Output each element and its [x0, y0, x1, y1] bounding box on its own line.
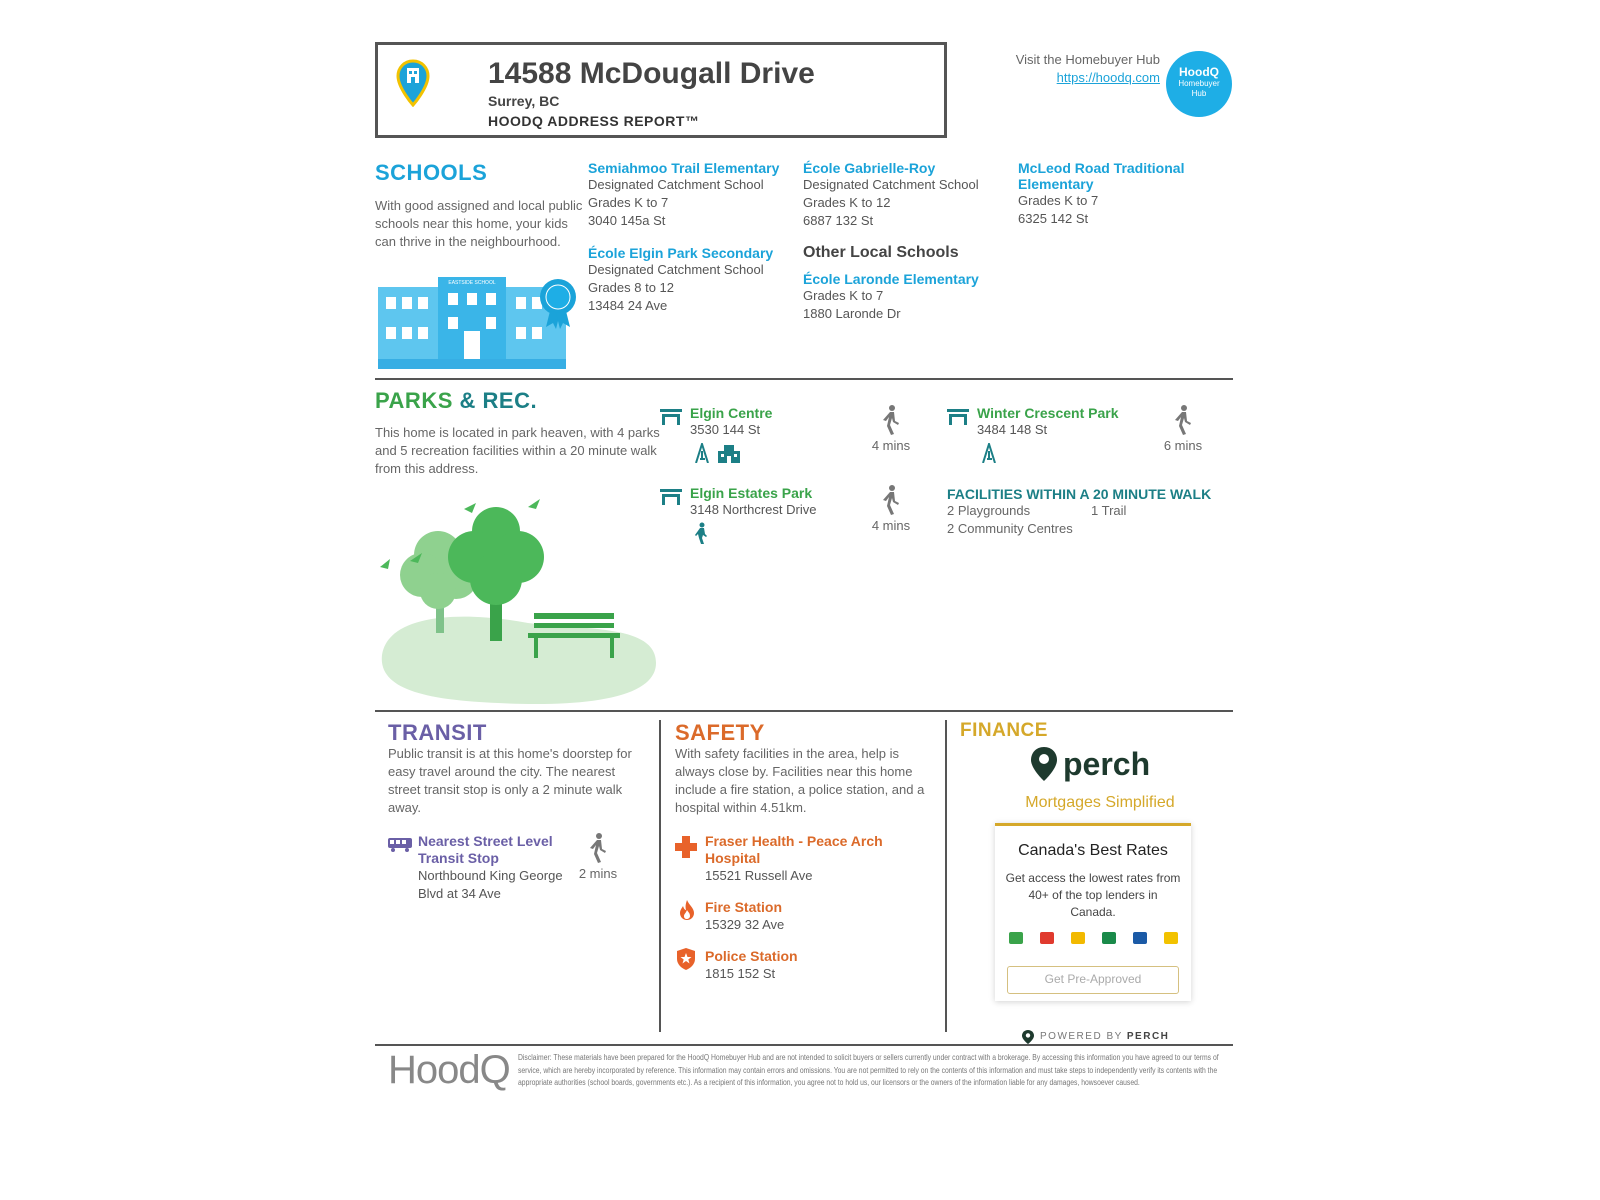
hospital-name[interactable]: Fraser Health - Peace Arch Hospital — [705, 833, 883, 866]
scotiabank-logo-icon — [1040, 932, 1054, 944]
walk-icon — [881, 405, 901, 435]
hub-badge-line1: HoodQ — [1179, 65, 1219, 79]
school-grades: Grades K to 12 — [803, 195, 891, 210]
finance-title: FINANCE — [960, 720, 1048, 741]
disclaimer: Disclaimer: These materials have been prepared for the HoodQ Homebuyer Hub and are not intended to solicit buyers or sellers currently under contract with a brokerage. By accessing this information you have agreed to our terms of service, which are hereby incorporated by reference. This information may contain errors and omissions. You are not permitted to rely on the contents of this information and must take steps to independently verify its contents with the appropriate authorities (school boards, governments etc.). As a recipient of this information, you agree not to hold us, our licensors or the owners of the information liable for any damages, howsoever caused. — [518, 1053, 1219, 1087]
bench-icon — [947, 409, 969, 425]
park-address: 3148 Northcrest Drive — [690, 502, 817, 517]
park-card — [977, 405, 1157, 439]
park-address: 3530 144 St — [690, 422, 761, 437]
hospital-address: 15521 Russell Ave — [705, 868, 813, 883]
safety-description: With safety facilities in the area, help is always close by. Facilities near this home include a fire station, a police station, and a hospital within 4.51km. — [675, 746, 925, 815]
cibc-logo-icon — [1071, 932, 1085, 944]
school-name[interactable]: Semiahmoo Trail Elementary — [588, 160, 780, 176]
city: Surrey, BC — [488, 93, 560, 109]
powered-by-label: POWERED BY — [1040, 1031, 1127, 1042]
column-divider — [659, 720, 661, 1032]
school-card — [803, 271, 1003, 323]
rates-card — [995, 823, 1191, 1001]
facility-item: 2 Community Centres — [947, 521, 1073, 536]
fire-station-name[interactable]: Fire Station — [705, 899, 783, 915]
location-pin-icon — [396, 59, 430, 107]
homebuyer-hub-badge[interactable] — [1166, 51, 1232, 117]
park-address: 3484 148 St — [977, 422, 1048, 437]
perch-small-pin-icon — [1022, 1030, 1034, 1044]
police-station-name[interactable]: Police Station — [705, 948, 798, 964]
td-bank-logo-icon — [1009, 932, 1023, 944]
parks-title-b: & REC. — [452, 388, 538, 413]
school-address: 1880 Laronde Dr — [803, 306, 901, 321]
bmo-logo-icon — [1133, 932, 1147, 944]
schools-title: SCHOOLS — [375, 160, 488, 185]
bench-icon — [660, 489, 682, 505]
park-card — [690, 405, 870, 439]
school-address: 6325 142 St — [1018, 211, 1089, 226]
hub-text: Visit the Homebuyer Hub — [1015, 52, 1160, 67]
school-address: 13484 24 Ave — [588, 298, 668, 313]
walk-time: 6 mins — [1163, 438, 1203, 453]
perch-pin-icon — [1031, 747, 1057, 781]
police-station-address: 1815 152 St — [705, 966, 776, 981]
school-name[interactable]: McLeod Road Traditional Elementary — [1018, 160, 1185, 192]
get-pre-approved-button[interactable]: Get Pre-Approved — [1007, 966, 1179, 994]
hub-badge-line2: Homebuyer — [1178, 79, 1220, 88]
section-divider — [375, 1044, 1233, 1046]
parks-title — [375, 388, 537, 414]
walk-time: 4 mins — [871, 438, 911, 453]
perch-tagline: Mortgages Simplified — [1025, 794, 1175, 811]
address-header — [375, 42, 947, 138]
police-badge-icon — [677, 948, 695, 970]
school-name[interactable]: École Laronde Elementary — [803, 271, 979, 287]
school-grades: Grades 8 to 12 — [588, 280, 674, 295]
rates-card-title: Canada's Best Rates — [1018, 842, 1168, 859]
transit-stop-address: Northbound King George Blvd at 34 Ave — [418, 868, 563, 901]
transit-description: Public transit is at this home's doorstep for easy travel around the city. The nearest street transit stop is only a 2 minute walk away. — [388, 746, 632, 815]
school-type: Designated Catchment School — [803, 177, 979, 192]
park-illustration — [378, 495, 660, 707]
fire-station-address: 15329 32 Ave — [705, 917, 785, 932]
playground-icon — [694, 443, 710, 463]
rates-card-description: Get access the lowest rates from 40+ of the top lenders in Canada. — [1005, 871, 1181, 919]
eq-bank-logo-icon — [1164, 932, 1178, 944]
safety-title: SAFETY — [675, 720, 765, 745]
school-grades: Grades K to 7 — [803, 288, 884, 303]
powered-by-brand: PERCH — [1126, 1031, 1170, 1042]
school-type: Designated Catchment School — [588, 177, 764, 192]
facilities-title: FACILITIES WITHIN A 20 MINUTE WALK — [947, 486, 1212, 502]
school-address: 3040 145a St — [588, 213, 666, 228]
facility-item: 1 Trail — [1091, 503, 1127, 518]
playground-icon — [981, 443, 997, 463]
street-address: 14588 McDougall Drive — [488, 57, 815, 90]
desjardins-logo-icon — [1102, 932, 1116, 944]
school-type: Designated Catchment School — [588, 262, 764, 277]
hospital-cross-icon — [675, 836, 697, 858]
school-card — [588, 160, 788, 230]
trail-runner-icon — [694, 522, 708, 544]
facility-item: 2 Playgrounds — [947, 503, 1031, 518]
schools-description: With good assigned and local public schools near this home, your kids can thrive in the neighbourhood. — [375, 198, 583, 249]
walk-time: 2 mins — [578, 866, 618, 881]
walk-icon — [881, 485, 901, 515]
walk-icon — [1173, 405, 1193, 435]
school-grades: Grades K to 7 — [588, 195, 669, 210]
park-name[interactable]: Elgin Estates Park — [690, 485, 813, 501]
hub-link[interactable]: https://hoodq.com — [1056, 70, 1160, 85]
perch-logo[interactable]: perch — [1063, 746, 1151, 782]
school-building-sign: EASTSIDE SCHOOL — [448, 280, 496, 286]
bench-icon — [660, 409, 682, 425]
school-card — [588, 245, 788, 315]
school-grades: Grades K to 7 — [1018, 193, 1099, 208]
other-schools-heading: Other Local Schools — [803, 244, 959, 261]
fire-icon — [680, 900, 694, 920]
column-divider — [945, 720, 947, 1032]
report-title: HOODQ ADDRESS REPORT™ — [488, 113, 700, 129]
section-divider — [375, 378, 1233, 380]
powered-by-perch — [1040, 1031, 1169, 1042]
transit-title: TRANSIT — [388, 720, 487, 745]
school-building-illustration — [378, 275, 578, 375]
park-card — [690, 485, 870, 519]
school-name[interactable]: École Gabrielle-Roy — [803, 160, 936, 176]
school-name[interactable]: École Elgin Park Secondary — [588, 245, 774, 261]
school-address: 6887 132 St — [803, 213, 874, 228]
hoodq-logo[interactable]: HoodQ — [388, 1048, 510, 1092]
school-card — [803, 160, 1003, 230]
section-divider — [375, 710, 1233, 712]
walk-time: 4 mins — [871, 518, 911, 533]
walk-icon — [588, 833, 608, 863]
parks-description: This home is located in park heaven, with 4 parks and 5 recreation facilities within a 20 minute walk from this address. — [375, 425, 660, 476]
community-centre-icon — [718, 445, 740, 463]
school-card — [1018, 160, 1218, 228]
hub-badge-line3: Hub — [1191, 89, 1207, 98]
transit-stop-name[interactable]: Nearest Street Level Transit Stop — [418, 833, 553, 866]
parks-title-a: PARKS — [375, 388, 453, 413]
park-name[interactable]: Elgin Centre — [690, 405, 773, 421]
bus-icon — [388, 838, 412, 852]
park-name[interactable]: Winter Crescent Park — [977, 405, 1119, 421]
